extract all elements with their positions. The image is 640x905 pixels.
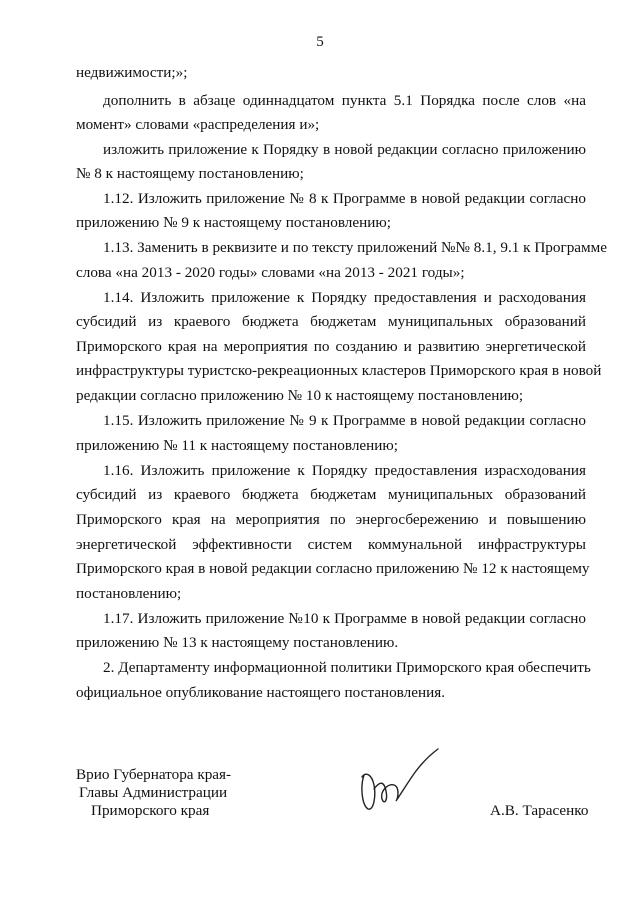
- text-line: приложению № 13 к настоящему постановлению.: [76, 634, 399, 651]
- text-line: 1.16. Изложить приложение к Порядку предоставления израсходования: [103, 462, 586, 479]
- text-line: редакции согласно приложению № 10 к настоящему постановлению;: [76, 387, 524, 404]
- text-line: субсидий из краевого бюджета бюджетам муниципальных образований: [76, 313, 586, 330]
- text-line: Приморского края на мероприятия по созданию и развитию энергетической: [76, 338, 586, 355]
- text-line: момент» словами «распределения и»;: [76, 116, 320, 133]
- text-line: недвижимости;»;: [76, 64, 188, 81]
- text-line: приложению № 9 к настоящему постановлению;: [76, 214, 391, 231]
- text-line: Приморского края в новой редакции согласно приложению № 12 к настоящему: [76, 560, 590, 577]
- signer-title-line-2: Главы Администрации: [79, 784, 228, 801]
- signer-name: А.В. Тарасенко: [490, 802, 589, 819]
- page-number: 5: [316, 34, 324, 50]
- signer-title-line-1: Врио Губернатора края-: [76, 766, 232, 783]
- text-line: энергетической эффективности систем коммунальной инфраструктуры: [76, 536, 586, 553]
- text-line: Приморского края на мероприятия по энергосбережению и повышению: [76, 511, 586, 528]
- text-line: приложению № 11 к настоящему постановлению;: [76, 437, 398, 454]
- text-line: официальное опубликование настоящего постановления.: [76, 684, 445, 701]
- text-line: № 8 к настоящему постановлению;: [76, 165, 304, 182]
- text-line: 1.13. Заменить в реквизите и по тексту приложений №№ 8.1, 9.1 к Программе: [103, 239, 608, 256]
- text-line: 1.12. Изложить приложение № 8 к Программе в новой редакции согласно: [103, 190, 586, 207]
- text-line: слова «на 2013 - 2020 годы» словами «на 2013 - 2021 годы»;: [76, 264, 465, 281]
- text-line: дополнить в абзаце одиннадцатом пункта 5.1 Порядка после слов «на: [103, 92, 586, 109]
- text-line: 1.15. Изложить приложение № 9 к Программе в новой редакции согласно: [103, 412, 586, 429]
- text-line: инфраструктуры туристско-рекреационных кластеров Приморского края в новой: [76, 362, 602, 379]
- text-line: субсидий из краевого бюджета бюджетам муниципальных образований: [76, 486, 586, 503]
- text-line: 2. Департаменту информационной политики Приморского края обеспечить: [103, 659, 591, 676]
- handwritten-signature: [352, 745, 442, 815]
- text-line: 1.17. Изложить приложение №10 к Программе в новой редакции согласно: [103, 610, 586, 627]
- text-line: постановлению;: [76, 585, 182, 602]
- text-line: 1.14. Изложить приложение к Порядку предоставления и расходования: [103, 289, 586, 306]
- text-line: изложить приложение к Порядку в новой редакции согласно приложению: [103, 141, 586, 158]
- signer-title-line-3: Приморского края: [91, 802, 210, 819]
